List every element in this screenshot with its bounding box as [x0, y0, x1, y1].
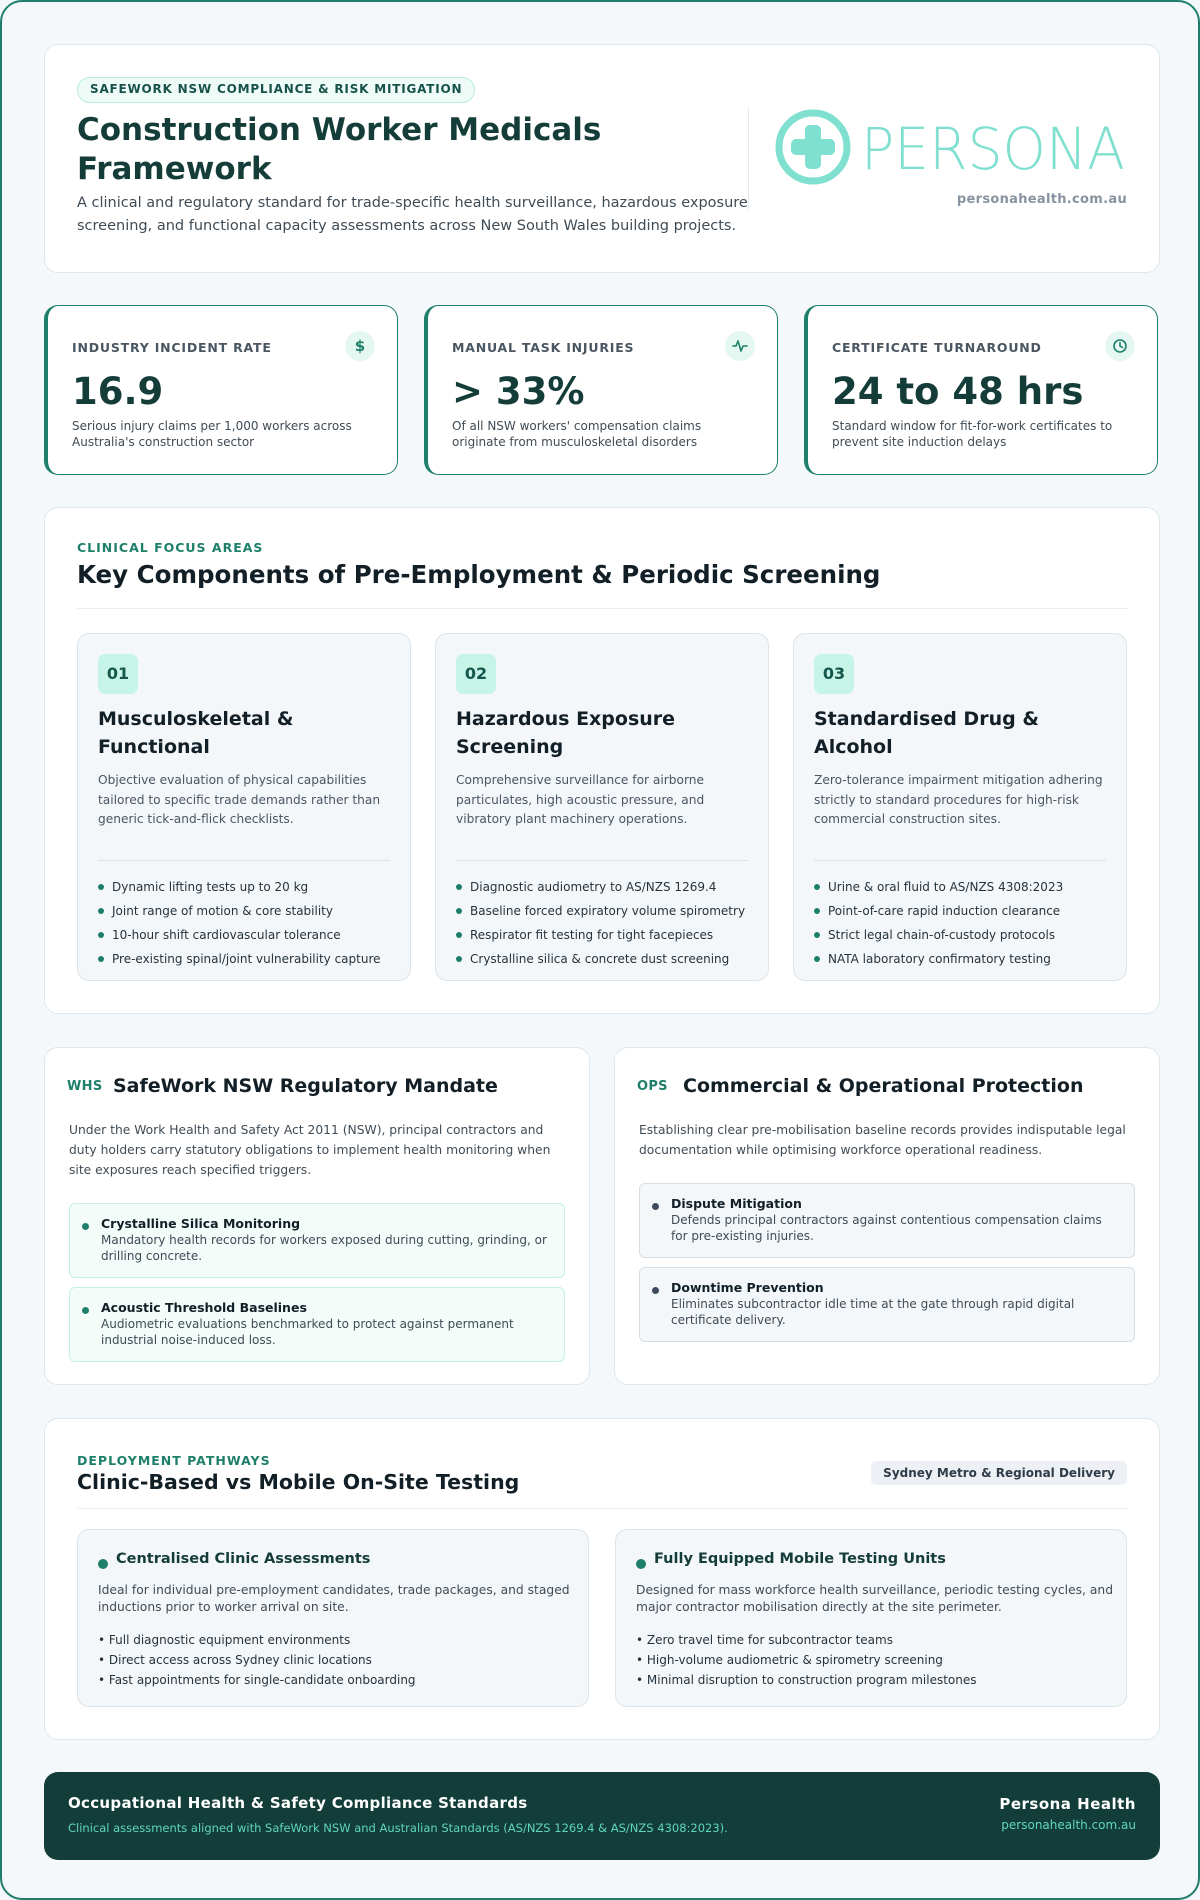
- page-description: A clinical and regulatory standard for trade-specific health surveillance, hazardous exposure screening, and functional capacity assessments across New South Wales building projects.: [77, 195, 748, 234]
- callout-acoustic: [69, 1287, 565, 1362]
- section-divider: [77, 608, 1129, 609]
- callout-text: Eliminates subcontractor idle time at the gate through rapid digital certificate delivery.: [671, 1297, 1075, 1327]
- list-item: • Fast appointments for single-candidate onboarding: [98, 1673, 416, 1687]
- pathway-card-mobile: [615, 1529, 1127, 1707]
- list-item: • Minimal disruption to construction program milestones: [636, 1673, 977, 1687]
- pillar-divider: [814, 860, 1106, 861]
- ops-tag: OPS: [637, 1079, 668, 1094]
- list-item: Baseline forced expiratory volume spirometry: [456, 899, 761, 923]
- list-item: • Full diagnostic equipment environments: [98, 1633, 351, 1647]
- callout-silica: [69, 1203, 565, 1278]
- footer-title: Occupational Health & Safety Compliance Standards: [68, 1794, 528, 1812]
- pillar-title: Standardised Drug & Alcohol: [814, 708, 1039, 758]
- pathway-description: Designed for mass workforce health surveillance, periodic testing cycles, and major contractor mobilisation directly at the site perimeter.: [636, 1583, 1114, 1614]
- stat-label: CERTIFICATE TURNAROUND: [832, 340, 1042, 355]
- list-item: • Zero travel time for subcontractor teams: [636, 1633, 893, 1647]
- pillar-description: Comprehensive surveillance for airborne particulates, high acoustic pressure, and vibratory plant machinery operations.: [456, 773, 705, 826]
- pillar-description: Objective evaluation of physical capabilities tailored to specific trade demands rather than generic tick-and-flick checklists.: [98, 773, 381, 826]
- stat-card-manual-task: [424, 305, 778, 475]
- logo-wordmark: PERSONA: [861, 115, 1125, 183]
- callout-title: Crystalline Silica Monitoring: [101, 1216, 301, 1231]
- pillar-title: Musculoskeletal & Functional: [98, 708, 294, 758]
- footer-banner: [44, 1772, 1160, 1860]
- stat-card-incident-rate: [44, 305, 398, 475]
- list-item: Point-of-care rapid induction clearance: [814, 899, 1119, 923]
- section-eyebrow: CLINICAL FOCUS AREAS: [77, 540, 264, 555]
- footer-brand: Persona Health: [999, 1795, 1136, 1813]
- list-item: NATA laboratory confirmatory testing: [814, 947, 1119, 971]
- header-divider: [748, 107, 749, 211]
- pathway-card-clinic: [77, 1529, 589, 1707]
- pillar-list: [98, 875, 403, 971]
- list-item: 10-hour shift cardiovascular tolerance: [98, 923, 403, 947]
- pillar-divider: [98, 860, 390, 861]
- section-title: Key Components of Pre-Employment & Periodic Screening: [77, 560, 881, 589]
- pillar-divider: [456, 860, 748, 861]
- stat-card-certificate: [804, 305, 1158, 475]
- list-item: Urine & oral fluid to AS/NZS 4308:2023: [814, 875, 1119, 899]
- stat-description: Standard window for fit-for-work certificates to prevent site induction delays: [832, 419, 1113, 449]
- bullet-dot: [82, 1223, 89, 1230]
- section-divider: [77, 1508, 1129, 1509]
- bullet-dot: [652, 1287, 659, 1294]
- deployment-section: [44, 1418, 1160, 1740]
- list-item: Dynamic lifting tests up to 20 kg: [98, 875, 403, 899]
- pillar-card-musculoskeletal: [77, 633, 411, 981]
- bullet-dot: [98, 1559, 108, 1569]
- page-title: Construction Worker Medicals Framework: [77, 112, 602, 187]
- persona-logo: [775, 105, 1131, 189]
- clinical-focus-section: [44, 507, 1160, 1014]
- callout-text: Audiometric evaluations benchmarked to protect against permanent industrial noise-induced loss.: [101, 1317, 514, 1347]
- callout-text: Defends principal contractors against contentious compensation claims for pre-existing injuries.: [671, 1213, 1102, 1243]
- list-item: Joint range of motion & core stability: [98, 899, 403, 923]
- pathway-list: [98, 1630, 416, 1690]
- callout-title: Downtime Prevention: [671, 1280, 824, 1295]
- stat-label: INDUSTRY INCIDENT RATE: [72, 340, 272, 355]
- ops-description: Establishing clear pre-mobilisation baseline records provides indisputable legal documentation while optimising workforce operational readiness.: [639, 1123, 1126, 1157]
- stat-description: Of all NSW workers' compensation claims originate from musculoskeletal disorders: [452, 419, 702, 449]
- ops-title: Commercial & Operational Protection: [683, 1075, 1084, 1097]
- list-item: Strict legal chain-of-custody protocols: [814, 923, 1119, 947]
- region-badge: Sydney Metro & Regional Delivery: [871, 1461, 1127, 1485]
- whs-mandate-card: [44, 1047, 590, 1385]
- callout-title: Dispute Mitigation: [671, 1196, 802, 1211]
- bullet-dot: [652, 1203, 659, 1210]
- pillar-description: Zero-tolerance impairment mitigation adhering strictly to standard procedures for high-risk commercial construction sites.: [814, 773, 1103, 826]
- stat-label: MANUAL TASK INJURIES: [452, 340, 635, 355]
- pillar-title: Hazardous Exposure Screening: [456, 708, 676, 758]
- whs-description: Under the Work Health and Safety Act 2011 (NSW), principal contractors and duty holders carry statutory obligations to implement health monitoring when site exposures reach specified triggers.: [69, 1123, 551, 1177]
- pulse-icon: [725, 331, 755, 361]
- pathway-list: [636, 1630, 977, 1690]
- list-item: • High-volume audiometric & spirometry screening: [636, 1653, 943, 1667]
- dollar-icon: $: [345, 331, 375, 361]
- callout-dispute: [639, 1183, 1135, 1258]
- pathway-description: Ideal for individual pre-employment candidates, trade packages, and staged inductions prior to worker arrival on site.: [98, 1583, 570, 1614]
- stat-value: 16.9: [72, 370, 164, 413]
- bullet-dot: [636, 1559, 646, 1569]
- list-item: Respirator fit testing for tight facepieces: [456, 923, 761, 947]
- pillar-number: 01: [98, 654, 138, 694]
- pillar-list: [814, 875, 1119, 971]
- footer-subtitle: Clinical assessments aligned with SafeWork NSW and Australian Standards (AS/NZS 1269.4 & AS/NZS 4308:2023).: [68, 1821, 728, 1835]
- list-item: Crystalline silica & concrete dust screening: [456, 947, 761, 971]
- clock-icon: [1105, 331, 1135, 361]
- pillar-list: [456, 875, 761, 971]
- header-card: [44, 44, 1160, 273]
- pillar-number: 03: [814, 654, 854, 694]
- footer-link[interactable]: personahealth.com.au: [1001, 1818, 1136, 1832]
- stat-description: Serious injury claims per 1,000 workers across Australia's construction sector: [72, 419, 352, 449]
- list-item: Diagnostic audiometry to AS/NZS 1269.4: [456, 875, 761, 899]
- callout-downtime: [639, 1267, 1135, 1342]
- whs-tag: WHS: [67, 1079, 103, 1094]
- section-title: Clinic-Based vs Mobile On-Site Testing: [77, 1470, 520, 1494]
- section-eyebrow: DEPLOYMENT PATHWAYS: [77, 1453, 271, 1468]
- pillar-card-drug-alcohol: [793, 633, 1127, 981]
- list-item: • Direct access across Sydney clinic locations: [98, 1653, 372, 1667]
- stat-value: 24 to 48 hrs: [832, 370, 1084, 413]
- pathway-title: Fully Equipped Mobile Testing Units: [654, 1551, 946, 1567]
- pillar-number: 02: [456, 654, 496, 694]
- list-item: Pre-existing spinal/joint vulnerability capture: [98, 947, 403, 971]
- ops-protection-card: [614, 1047, 1160, 1385]
- compliance-badge: SAFEWORK NSW COMPLIANCE & RISK MITIGATION: [77, 77, 475, 103]
- pillar-card-hazardous: [435, 633, 769, 981]
- stat-value: > 33%: [452, 370, 585, 413]
- bullet-dot: [82, 1307, 89, 1314]
- whs-title: SafeWork NSW Regulatory Mandate: [113, 1075, 498, 1097]
- pathway-title: Centralised Clinic Assessments: [116, 1551, 371, 1567]
- callout-title: Acoustic Threshold Baselines: [101, 1300, 307, 1315]
- logo-website[interactable]: personahealth.com.au: [956, 192, 1127, 207]
- callout-text: Mandatory health records for workers exposed during cutting, grinding, or drilling concrete.: [101, 1233, 547, 1263]
